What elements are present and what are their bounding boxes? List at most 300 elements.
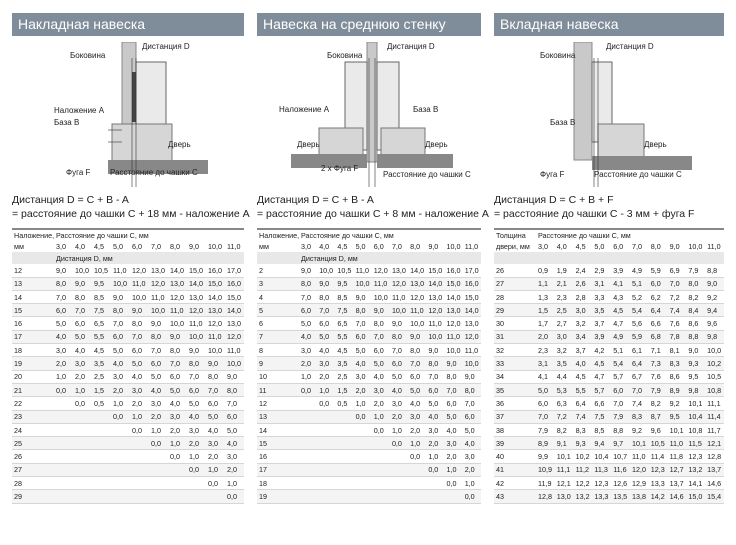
value-cell: 1,0 <box>149 423 168 436</box>
value-cell: 6,0 <box>649 277 668 290</box>
value-cell: 10,0 <box>445 344 463 357</box>
value-cell <box>54 490 73 503</box>
value-cell: 13,5 <box>611 490 630 503</box>
value-cell: 10,0 <box>149 304 168 317</box>
value-cell: 9,8 <box>705 330 724 343</box>
row-key-cell: 29 <box>494 304 536 317</box>
value-cell <box>372 477 390 490</box>
value-cell: 2,6 <box>574 277 593 290</box>
value-cell: 4,0 <box>390 383 408 396</box>
value-cell <box>130 490 149 503</box>
value-cell: 7,0 <box>445 383 463 396</box>
row-key-cell: 43 <box>494 490 536 503</box>
value-cell: 11,0 <box>149 290 168 303</box>
value-cell: 5,0 <box>445 410 463 423</box>
table-row <box>494 304 724 317</box>
value-cell: 10,8 <box>705 383 724 396</box>
cval-cell: 10,0 <box>688 242 703 251</box>
value-cell <box>317 490 335 503</box>
value-cell: 3,0 <box>445 437 463 450</box>
value-cell: 7,0 <box>317 304 335 317</box>
table-row <box>257 463 481 476</box>
value-cell: 12,0 <box>130 264 149 277</box>
value-cell: 13,0 <box>555 490 574 503</box>
value-cell <box>73 463 92 476</box>
table-row <box>494 423 724 436</box>
label-bokovina: Боковина <box>540 51 576 60</box>
value-cell: 11,0 <box>187 317 206 330</box>
table-row <box>12 397 244 410</box>
cval-cell: 11,0 <box>464 242 479 251</box>
value-cell: 11,1 <box>555 463 574 476</box>
value-cell: 8,0 <box>225 383 244 396</box>
value-cell: 6,0 <box>611 383 630 396</box>
value-cell: 13,0 <box>168 277 187 290</box>
value-cell: 15,0 <box>463 290 481 303</box>
table-row <box>494 290 724 303</box>
value-cell: 2,0 <box>426 437 444 450</box>
value-cell: 9,0 <box>73 277 92 290</box>
value-cell: 13,2 <box>574 490 593 503</box>
value-cell: 4,0 <box>149 383 168 396</box>
value-cell: 3,5 <box>555 357 574 370</box>
value-cell: 7,5 <box>92 304 111 317</box>
value-cell: 4,0 <box>73 344 92 357</box>
cval-cell: 5,0 <box>594 242 605 251</box>
value-cell: 3,5 <box>92 357 111 370</box>
value-cell: 11,0 <box>445 330 463 343</box>
value-cell: 4,5 <box>574 370 593 383</box>
table-row <box>12 264 244 277</box>
label-dver-2: Дверь <box>425 140 448 149</box>
value-cell: 10,0 <box>206 344 225 357</box>
value-cell <box>92 410 111 423</box>
value-cell: 10,4 <box>592 450 611 463</box>
value-cell: 1,9 <box>555 264 574 277</box>
cval-cell: 8,0 <box>410 242 421 251</box>
value-cell: 9,0 <box>168 330 187 343</box>
row-key-cell: 6 <box>257 317 299 330</box>
value-cell: 11,2 <box>574 463 593 476</box>
cold-header: Дистанция D, мм <box>299 252 481 264</box>
value-cell <box>187 490 206 503</box>
value-cell: 2,0 <box>408 423 426 436</box>
row-key-cell: 12 <box>12 264 54 277</box>
row-key-cell: 39 <box>494 437 536 450</box>
table-row <box>257 477 481 490</box>
value-cell: 8,0 <box>372 317 390 330</box>
value-cell: 1,5 <box>335 383 353 396</box>
value-cell <box>54 423 73 436</box>
table-row <box>257 317 481 330</box>
value-cell: 8,1 <box>668 344 687 357</box>
value-cell: 6,2 <box>649 290 668 303</box>
value-cell: 6,0 <box>111 330 130 343</box>
value-cell: 16,0 <box>445 264 463 277</box>
row-key-cell: 33 <box>494 357 536 370</box>
table-row <box>494 330 724 343</box>
value-cell: 13,0 <box>426 290 444 303</box>
value-cell: 6,0 <box>187 383 206 396</box>
value-cell: 1,0 <box>187 450 206 463</box>
table <box>257 230 481 504</box>
table-row <box>257 330 481 343</box>
cval-cell: 4,5 <box>575 242 586 251</box>
value-cell: 7,2 <box>668 290 687 303</box>
row-key-cell: 4 <box>257 290 299 303</box>
cval-cell: 4,5 <box>94 242 104 251</box>
value-cell: 10,1 <box>630 437 649 450</box>
table-row <box>494 264 724 277</box>
value-cell: 4,0 <box>426 410 444 423</box>
value-cell: 0,0 <box>426 463 444 476</box>
value-cell: 11,9 <box>536 477 555 490</box>
value-cell: 10,1 <box>555 450 574 463</box>
value-cell <box>73 477 92 490</box>
value-cell: 3,7 <box>592 317 611 330</box>
table-row <box>257 437 481 450</box>
value-cell: 5,4 <box>611 357 630 370</box>
value-cell: 9,0 <box>705 277 724 290</box>
value-cell: 15,0 <box>225 290 244 303</box>
distance-table <box>257 228 481 504</box>
cval-cell: 5,0 <box>113 242 123 251</box>
value-cell: 3,0 <box>168 410 187 423</box>
row-key-cell: 23 <box>12 410 54 423</box>
subheader-spacer <box>12 252 54 264</box>
value-cell <box>149 490 168 503</box>
value-cell: 15,0 <box>426 264 444 277</box>
value-cell: 16,0 <box>463 277 481 290</box>
value-cell: 3,9 <box>592 330 611 343</box>
value-cell: 7,2 <box>555 410 574 423</box>
value-cell: 10,0 <box>317 264 335 277</box>
value-cell: 8,0 <box>445 370 463 383</box>
value-cell <box>111 477 130 490</box>
value-cell: 3,0 <box>555 330 574 343</box>
value-cell: 3,0 <box>111 370 130 383</box>
value-cell <box>354 477 372 490</box>
value-cell <box>299 437 317 450</box>
value-cell: 8,9 <box>536 437 555 450</box>
table-header-row <box>257 230 481 241</box>
value-cell: 9,2 <box>630 423 649 436</box>
value-cell <box>372 490 390 503</box>
value-cell <box>130 450 149 463</box>
value-cell: 6,4 <box>630 357 649 370</box>
value-cell: 7,6 <box>649 370 668 383</box>
cval-cell: 11,0 <box>707 242 721 251</box>
value-cell: 13,3 <box>592 490 611 503</box>
panel-title: Вкладная навеска <box>494 13 724 36</box>
value-cell: 7,0 <box>54 290 73 303</box>
value-cell: 3,0 <box>372 383 390 396</box>
formula-line-2: = расстояние до чашки C - 3 мм + фуга F <box>494 208 695 220</box>
value-cell: 9,3 <box>574 437 593 450</box>
cold-header: Дистанция D, мм <box>54 252 244 264</box>
value-cell: 7,0 <box>73 304 92 317</box>
row-key-cell: 10 <box>257 370 299 383</box>
label-rast-c: Расстояние до чашки C <box>594 170 682 179</box>
table-row <box>257 264 481 277</box>
value-cell <box>111 437 130 450</box>
value-cell: 10,0 <box>426 330 444 343</box>
value-cell: 4,1 <box>536 370 555 383</box>
value-cell: 15,4 <box>705 490 724 503</box>
value-cell: 12,3 <box>686 450 705 463</box>
label-dist-d: Дистанция D <box>387 42 435 51</box>
cval-cell: 6,0 <box>373 242 384 251</box>
value-cell: 10,0 <box>168 317 187 330</box>
value-cell <box>73 490 92 503</box>
value-cell <box>299 490 317 503</box>
value-cell: 11,7 <box>705 423 724 436</box>
table-row <box>12 290 244 303</box>
cval-cell: 4,0 <box>556 242 567 251</box>
row-key-cell: 22 <box>12 397 54 410</box>
value-cell: 12,1 <box>555 477 574 490</box>
value-cell: 9,7 <box>611 437 630 450</box>
value-cell: 3,5 <box>335 357 353 370</box>
value-cell: 3,0 <box>390 397 408 410</box>
value-cell: 8,8 <box>611 423 630 436</box>
value-cell: 12,0 <box>426 304 444 317</box>
row-key-cell: 24 <box>12 423 54 436</box>
value-cell: 11,6 <box>611 463 630 476</box>
value-cell <box>130 437 149 450</box>
value-cell: 7,9 <box>536 423 555 436</box>
label-nalozh-a: Наложение A <box>279 105 330 114</box>
table-row <box>12 370 244 383</box>
value-cell <box>73 450 92 463</box>
value-cell: 0,0 <box>408 450 426 463</box>
value-cell <box>408 490 426 503</box>
value-cell: 2,0 <box>149 410 168 423</box>
label-baza-b: База B <box>54 118 80 127</box>
label-dist-d: Дистанция D <box>606 42 654 51</box>
value-cell: 4,4 <box>555 370 574 383</box>
label-rast-c: Расстояние до чашки C <box>110 168 198 177</box>
value-cell: 8,3 <box>668 357 687 370</box>
value-cell: 4,0 <box>408 397 426 410</box>
value-cell: 9,2 <box>668 397 687 410</box>
value-cell: 9,6 <box>649 423 668 436</box>
value-cell: 3,0 <box>354 370 372 383</box>
value-cell: 0,0 <box>445 477 463 490</box>
table-row <box>12 463 244 476</box>
value-cell <box>317 423 335 436</box>
value-cell <box>317 437 335 450</box>
value-cell: 9,0 <box>130 304 149 317</box>
value-cell: 8,0 <box>686 277 705 290</box>
value-cell: 6,4 <box>574 397 593 410</box>
value-cell: 11,0 <box>206 330 225 343</box>
value-cell: 13,0 <box>390 264 408 277</box>
value-cell: 5,4 <box>630 304 649 317</box>
value-cell: 3,2 <box>555 344 574 357</box>
value-cell: 3,0 <box>187 423 206 436</box>
col1-header: Наложение, <box>259 231 299 240</box>
value-cell: 8,0 <box>187 357 206 370</box>
value-cell <box>354 490 372 503</box>
table-row <box>494 463 724 476</box>
row-key-cell: 16 <box>12 317 54 330</box>
value-cell: 4,5 <box>592 357 611 370</box>
value-cell: 11,0 <box>426 317 444 330</box>
table-row <box>12 330 244 343</box>
table-row <box>12 344 244 357</box>
value-cell: 6,0 <box>354 330 372 343</box>
table-row <box>494 437 724 450</box>
value-cell: 4,2 <box>592 344 611 357</box>
value-cell: 1,0 <box>390 423 408 436</box>
value-cell: 12,6 <box>611 477 630 490</box>
value-cell: 2,0 <box>372 397 390 410</box>
value-cell: 2,0 <box>168 423 187 436</box>
value-cell: 2,0 <box>206 450 225 463</box>
value-cell: 8,6 <box>668 370 687 383</box>
distance-table <box>12 228 244 504</box>
value-cell: 5,1 <box>611 344 630 357</box>
cval-cell: 8,0 <box>650 242 661 251</box>
cval-cell: 6,0 <box>613 242 624 251</box>
value-cell: 7,0 <box>463 397 481 410</box>
value-cell: 1,0 <box>317 383 335 396</box>
value-cell <box>372 450 390 463</box>
row-key-cell: 37 <box>494 410 536 423</box>
value-cell: 3,1 <box>536 357 555 370</box>
value-cell: 11,3 <box>592 463 611 476</box>
value-cell: 12,0 <box>630 463 649 476</box>
value-cell: 2,7 <box>555 317 574 330</box>
col1-unit: мм <box>259 242 269 251</box>
value-cell: 0,0 <box>149 437 168 450</box>
row-key-cell: 19 <box>257 490 299 503</box>
value-cell: 2,0 <box>73 370 92 383</box>
value-cell: 1,0 <box>445 463 463 476</box>
row-key-cell: 9 <box>257 357 299 370</box>
value-cell: 8,0 <box>73 290 92 303</box>
table-row <box>12 357 244 370</box>
value-cell: 13,0 <box>206 304 225 317</box>
value-cell: 15,0 <box>445 277 463 290</box>
value-cell <box>168 490 187 503</box>
value-cell: 8,3 <box>630 410 649 423</box>
value-cell: 9,0 <box>317 277 335 290</box>
value-cell: 12,0 <box>408 290 426 303</box>
value-cell: 9,9 <box>536 450 555 463</box>
value-cell <box>426 490 444 503</box>
value-cell: 12,3 <box>649 463 668 476</box>
cval-cell: 4,0 <box>75 242 85 251</box>
value-cell: 11,5 <box>686 437 705 450</box>
value-cell: 6,5 <box>335 317 353 330</box>
value-cell: 14,0 <box>187 277 206 290</box>
value-cell: 9,0 <box>187 344 206 357</box>
label-nalozh-a: Наложение A <box>54 106 105 115</box>
value-cell: 5,0 <box>317 330 335 343</box>
value-cell <box>390 450 408 463</box>
value-cell: 3,7 <box>574 344 593 357</box>
value-cell: 9,5 <box>335 277 353 290</box>
value-cell: 7,6 <box>668 317 687 330</box>
table-cvals-row <box>257 241 481 252</box>
table-row <box>494 344 724 357</box>
value-cell: 8,2 <box>686 290 705 303</box>
value-cell: 6,0 <box>317 317 335 330</box>
value-cell: 12,8 <box>705 450 724 463</box>
value-cell: 10,5 <box>705 370 724 383</box>
value-cell: 12,0 <box>225 330 244 343</box>
value-cell <box>206 490 225 503</box>
table-row <box>494 477 724 490</box>
value-cell: 8,8 <box>686 330 705 343</box>
row-key-cell: 3 <box>257 277 299 290</box>
table-row <box>257 277 481 290</box>
value-cell: 5,0 <box>426 397 444 410</box>
value-cell: 10,7 <box>611 450 630 463</box>
table-row <box>494 410 724 423</box>
row-key-cell: 14 <box>12 290 54 303</box>
cval-cell: 5,0 <box>355 242 366 251</box>
value-cell <box>335 410 353 423</box>
table-row <box>257 383 481 396</box>
value-cell: 8,7 <box>649 410 668 423</box>
row-key-cell: 31 <box>494 330 536 343</box>
value-cell: 2,0 <box>445 450 463 463</box>
value-cell <box>317 410 335 423</box>
value-cell: 0,5 <box>92 397 111 410</box>
value-cell: 10,0 <box>73 264 92 277</box>
value-cell: 5,0 <box>536 383 555 396</box>
value-cell: 9,0 <box>149 317 168 330</box>
value-cell <box>390 477 408 490</box>
table-row <box>12 450 244 463</box>
value-cell: 6,0 <box>390 357 408 370</box>
value-cell: 13,0 <box>187 290 206 303</box>
value-cell: 2,0 <box>187 437 206 450</box>
hinge-diagram <box>494 42 724 192</box>
value-cell: 4,0 <box>574 357 593 370</box>
value-cell: 4,0 <box>445 423 463 436</box>
value-cell: 5,0 <box>54 317 73 330</box>
value-cell: 7,0 <box>149 344 168 357</box>
value-cell: 9,3 <box>686 357 705 370</box>
value-cell: 7,4 <box>630 397 649 410</box>
row-key-cell: 25 <box>12 437 54 450</box>
cval-cell: 7,0 <box>631 242 642 251</box>
value-cell: 13,7 <box>705 463 724 476</box>
cval-cell: 8,0 <box>170 242 180 251</box>
value-cell: 6,7 <box>630 370 649 383</box>
value-cell: 0,0 <box>168 450 187 463</box>
formula-line-2: = расстояние до чашки C + 8 мм - наложение A <box>257 208 489 220</box>
value-cell: 7,0 <box>206 383 225 396</box>
value-cell <box>168 463 187 476</box>
value-cell: 6,8 <box>649 330 668 343</box>
value-cell <box>426 477 444 490</box>
row-key-cell: 8 <box>257 344 299 357</box>
table-row <box>12 383 244 396</box>
formula-line-2: = расстояние до чашки C + 18 мм - наложение A <box>12 208 250 220</box>
value-cell: 11,8 <box>668 450 687 463</box>
subheader-spacer <box>494 252 536 264</box>
value-cell: 4,5 <box>611 304 630 317</box>
table-row <box>12 410 244 423</box>
value-cell <box>299 477 317 490</box>
row-key-cell: 28 <box>12 477 54 490</box>
row-key-cell: 18 <box>257 477 299 490</box>
